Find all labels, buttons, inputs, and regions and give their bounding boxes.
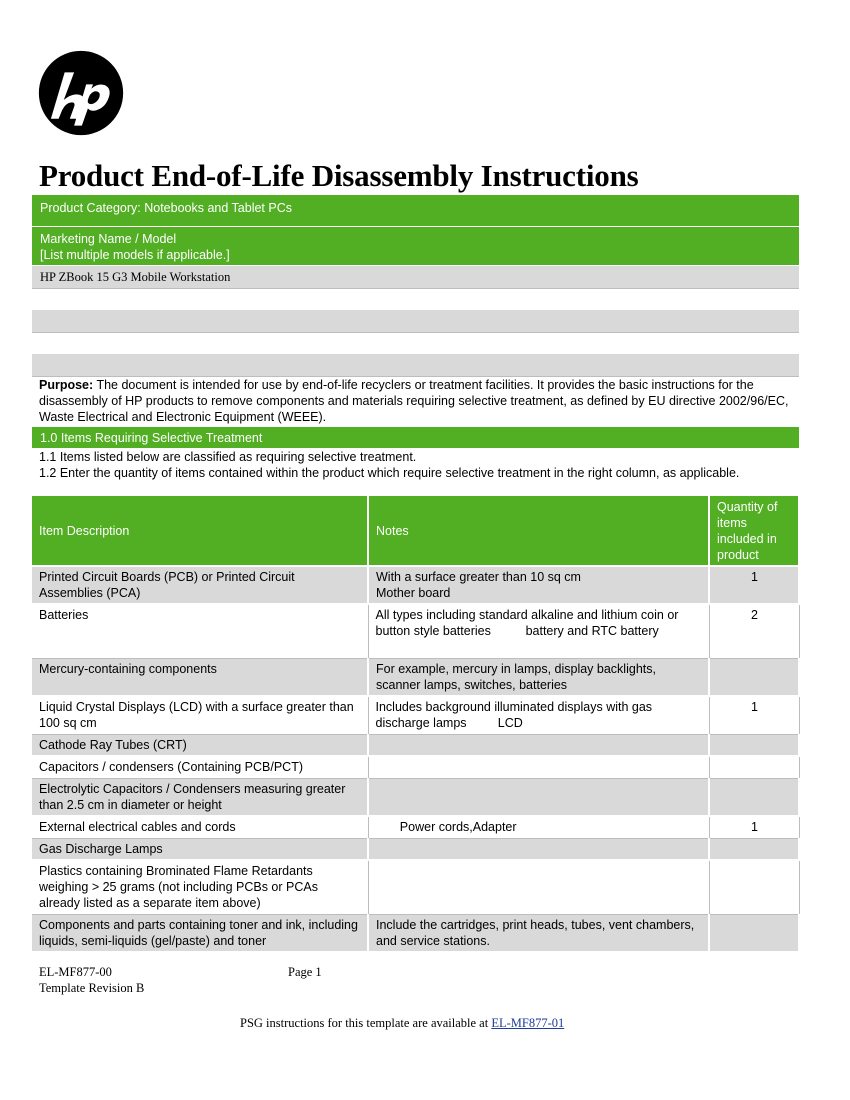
section-heading: 1.0 Items Requiring Selective Treatment — [32, 427, 799, 448]
item-description: External electrical cables and cords — [32, 816, 368, 838]
item-quantity: 1 — [709, 696, 799, 734]
selective-treatment-table — [32, 496, 800, 953]
footer-page-number: Page 1 — [288, 965, 322, 979]
item-notes — [368, 778, 709, 816]
table-row — [32, 778, 799, 816]
table-row — [32, 816, 799, 838]
purpose-label: Purpose: — [39, 378, 94, 392]
instruction-1: 1.1 Items listed below are classified as requiring selective treatment. — [39, 450, 417, 464]
model-row: HP ZBook 15 G3 Mobile Workstation — [32, 266, 799, 288]
table-row — [32, 756, 799, 778]
item-quantity — [709, 734, 799, 756]
model-row — [32, 333, 799, 354]
purpose-paragraph — [39, 377, 799, 425]
item-description: Cathode Ray Tubes (CRT) — [32, 734, 368, 756]
item-notes: Includes background illuminated displays with gas discharge lamps LCD — [368, 696, 709, 734]
model-row — [32, 289, 799, 310]
instruction-2: 1.2 Enter the quantity of items contained within the product which require selective treatment in the right column, as applicable. — [39, 466, 740, 480]
item-description: Gas Discharge Lamps — [32, 838, 368, 860]
product-category-bar — [32, 195, 799, 226]
table-header-row — [32, 496, 799, 566]
footer-template-revision: Template Revision B — [39, 981, 145, 995]
item-notes — [368, 838, 709, 860]
marketing-name-label: Marketing Name / Model — [40, 232, 177, 246]
item-description: Components and parts containing toner and ink, including liquids, semi-liquids (gel/paste) and toner — [32, 914, 368, 952]
column-header-item-description: Item Description — [32, 496, 368, 566]
item-notes: Power cords,Adapter — [368, 816, 709, 838]
item-quantity — [709, 860, 799, 914]
item-notes — [368, 860, 709, 914]
model-row — [32, 310, 799, 332]
item-quantity — [709, 914, 799, 952]
item-description: Batteries — [32, 604, 368, 658]
table-row — [32, 696, 799, 734]
item-quantity — [709, 756, 799, 778]
item-quantity: 1 — [709, 566, 799, 604]
footer-doc-id: EL-MF877-00 — [39, 965, 112, 979]
item-quantity: 1 — [709, 816, 799, 838]
item-quantity: 2 — [709, 604, 799, 658]
item-quantity — [709, 658, 799, 696]
item-description: Printed Circuit Boards (PCB) or Printed Circuit Assemblies (PCA) — [32, 566, 368, 604]
hp-logo — [38, 50, 124, 136]
table-row — [32, 566, 799, 604]
item-notes: With a surface greater than 10 sq cm Mother board — [368, 566, 709, 604]
item-description: Liquid Crystal Displays (LCD) with a surface greater than 100 sq cm — [32, 696, 368, 734]
product-category-label: Product Category: Notebooks and Tablet PCs — [40, 201, 292, 215]
item-description: Plastics containing Brominated Flame Retardants weighing > 25 grams (not including PCBs or PCAs already listed as a separate item above) — [32, 860, 368, 914]
marketing-name-hint: [List multiple models if applicable.] — [40, 248, 230, 262]
item-description: Electrolytic Capacitors / Condensers measuring greater than 2.5 cm in diameter or height — [32, 778, 368, 816]
item-description: Capacitors / condensers (Containing PCB/PCT) — [32, 756, 368, 778]
table-row — [32, 658, 799, 696]
model-row — [32, 354, 799, 376]
item-quantity — [709, 838, 799, 860]
table-row — [32, 734, 799, 756]
table-row — [32, 914, 799, 952]
column-header-quantity: Quantity of items included in product — [709, 496, 799, 566]
table-row — [32, 838, 799, 860]
item-notes — [368, 756, 709, 778]
column-header-notes: Notes — [368, 496, 709, 566]
footer-psg-note: PSG instructions for this template are available at EL-MF877-01 — [240, 1016, 565, 1030]
table-row — [32, 860, 799, 914]
item-notes: For example, mercury in lamps, display backlights, scanner lamps, switches, batteries — [368, 658, 709, 696]
item-notes: Include the cartridges, print heads, tubes, vent chambers, and service stations. — [368, 914, 709, 952]
table-row — [32, 604, 799, 658]
psg-instructions-link[interactable]: EL-MF877-01 — [491, 1016, 565, 1030]
item-description: Mercury-containing components — [32, 658, 368, 696]
item-notes: All types including standard alkaline and lithium coin or button style batteries battery and RTC battery — [368, 604, 709, 658]
page-title: Product End-of-Life Disassembly Instructions — [39, 158, 639, 193]
purpose-text: The document is intended for use by end-of-life recyclers or treatment facilities. It provides the basic instructions for the disassembly of HP products to remove components and materials requiring selective treatment, as defined by EU directive 2002/96/EC, Waste Electrical and Electronic Equipment (WEEE). — [39, 378, 789, 424]
item-notes — [368, 734, 709, 756]
item-quantity — [709, 778, 799, 816]
marketing-name-bar — [32, 227, 799, 265]
